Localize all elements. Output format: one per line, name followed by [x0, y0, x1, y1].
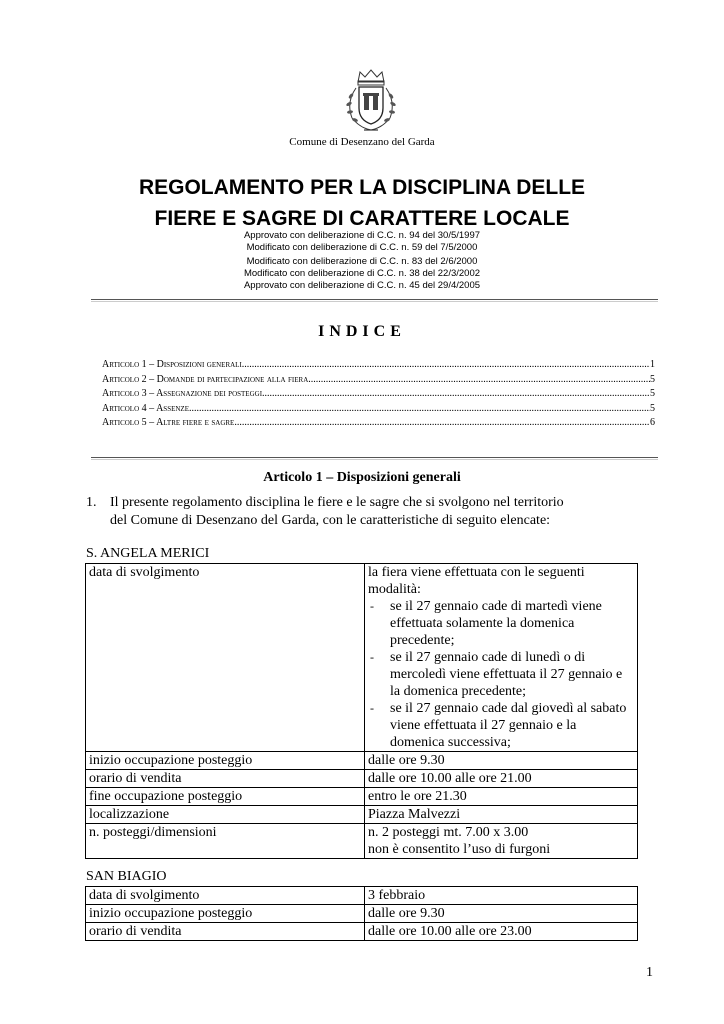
- row-label: inizio occupazione posteggio: [86, 905, 365, 923]
- table-row: [86, 887, 638, 905]
- toc-entry-page: 5: [650, 402, 655, 414]
- row-value-note: non è consentito l’uso di furgoni: [368, 842, 551, 857]
- fair-table-san-biagio: [85, 886, 638, 941]
- table-row: [86, 770, 638, 788]
- approval-line: Modificato con deliberazione di C.C. n. 38 del 22/3/2002: [243, 268, 481, 279]
- row-label: orario di vendita: [86, 770, 365, 788]
- table-row: [86, 905, 638, 923]
- toc-entry-page: 5: [650, 388, 655, 399]
- table-row: [86, 788, 638, 806]
- section-title-san-biagio: SAN BIAGIO: [86, 869, 167, 884]
- comune-label: Comune di Desenzano del Garda: [289, 136, 435, 148]
- toc-entry-label: Articolo 5 – Altre fiere e sagre: [102, 417, 235, 428]
- table-of-contents: [102, 359, 655, 432]
- table-row: [86, 806, 638, 824]
- paragraph-line: Il presente regolamento disciplina le fiere e le sagre che si svolgono nel territorio: [110, 495, 564, 510]
- approval-line: Modificato con deliberazione di C.C. n. 59 del 7/5/2000: [246, 242, 478, 253]
- section-title-angela-merici: S. ANGELA MERICI: [86, 546, 210, 561]
- row-value: 3 febbraio: [365, 887, 638, 905]
- document-title: [0, 172, 724, 234]
- toc-leader-dots: [189, 403, 650, 414]
- index-title: INDICE: [318, 323, 406, 340]
- approval-line: Approvato con deliberazione di C.C. n. 94 del 30/5/1997: [243, 230, 481, 241]
- toc-leader-dots: [308, 374, 650, 385]
- row-value: [365, 564, 638, 752]
- toc-entry[interactable]: [102, 388, 655, 403]
- row-label: localizzazione: [86, 806, 365, 824]
- paragraph-number: 1.: [86, 495, 97, 510]
- row-value: dalle ore 9.30: [365, 905, 638, 923]
- row-label: data di svolgimento: [86, 564, 365, 752]
- table-row: [86, 923, 638, 941]
- list-item: - se il 27 gennaio cade di lunedì o di mercoledì viene effettuata il 27 gennaio e la domenica precedente;: [368, 649, 634, 700]
- row-value: dalle ore 10.00 alle ore 21.00: [365, 770, 638, 788]
- row-value: [365, 824, 638, 859]
- table-row: [86, 824, 638, 859]
- table-row: [86, 564, 638, 752]
- toc-entry-page: 1: [650, 359, 655, 370]
- fair-table-angela-merici: [85, 563, 638, 859]
- toc-entry-page: 6: [650, 417, 655, 428]
- row-value: dalle ore 9.30: [365, 752, 638, 770]
- title-line-1: REGOLAMENTO PER LA DISCIPLINA DELLE: [138, 176, 586, 199]
- toc-leader-dots: [242, 359, 650, 370]
- toc-entry-label: Articolo 1 – Disposizioni generali: [102, 359, 242, 370]
- approval-line: Approvato con deliberazione di C.C. n. 45 del 29/4/2005: [243, 280, 481, 291]
- row-label: n. posteggi/dimensioni: [86, 824, 365, 859]
- row-value-text: n. 2 posteggi mt. 7.00 x 3.00: [368, 825, 529, 840]
- row-label: data di svolgimento: [86, 887, 365, 905]
- toc-leader-dots: [234, 417, 650, 428]
- table-row: [86, 752, 638, 770]
- paragraph-line: del Comune di Desenzano del Garda, con le caratteristiche di seguito elencate:: [110, 513, 551, 528]
- toc-entry-label: Articolo 3 – Assegnazione dei posteggi: [102, 388, 263, 399]
- row-label: inizio occupazione posteggio: [86, 752, 365, 770]
- list-item: - se il 27 gennaio cade di martedì viene effettuata solamente la domenica precedente;: [368, 598, 634, 649]
- toc-entry-label: Articolo 4 – Assenze: [102, 402, 189, 414]
- list-item: - se il 27 gennaio cade dal giovedì al sabato viene effettuata il 27 gennaio e la domenica successiva;: [368, 700, 634, 751]
- row-value: dalle ore 10.00 alle ore 23.00: [365, 923, 638, 941]
- divider: [91, 457, 658, 458]
- toc-entry-label: Articolo 2 – Domande di partecipazione alla fiera: [102, 373, 309, 385]
- coat-of-arms-icon: [338, 66, 404, 136]
- toc-entry[interactable]: [102, 359, 655, 374]
- row-value: entro le ore 21.30: [365, 788, 638, 806]
- toc-entry[interactable]: [102, 403, 655, 418]
- approval-notes: [0, 230, 724, 292]
- toc-entry[interactable]: [102, 374, 655, 389]
- toc-entry[interactable]: [102, 417, 655, 432]
- row-value-text: la fiera viene effettuata con le seguenti modalità:: [368, 565, 585, 597]
- toc-entry-page: 5: [650, 373, 655, 385]
- modalita-list: [368, 598, 634, 751]
- toc-leader-dots: [262, 388, 650, 399]
- article-paragraph: [86, 494, 646, 530]
- row-value: Piazza Malvezzi: [365, 806, 638, 824]
- approval-line: Modificato con deliberazione di C.C. n. 83 del 2/6/2000: [246, 256, 478, 267]
- title-line-2: FIERE E SAGRE DI CARATTERE LOCALE: [154, 207, 570, 230]
- page-number: 1: [646, 965, 653, 980]
- row-label: fine occupazione posteggio: [86, 788, 365, 806]
- divider: [91, 299, 658, 300]
- article-title: Articolo 1 – Disposizioni generali: [263, 470, 461, 485]
- row-label: orario di vendita: [86, 923, 365, 941]
